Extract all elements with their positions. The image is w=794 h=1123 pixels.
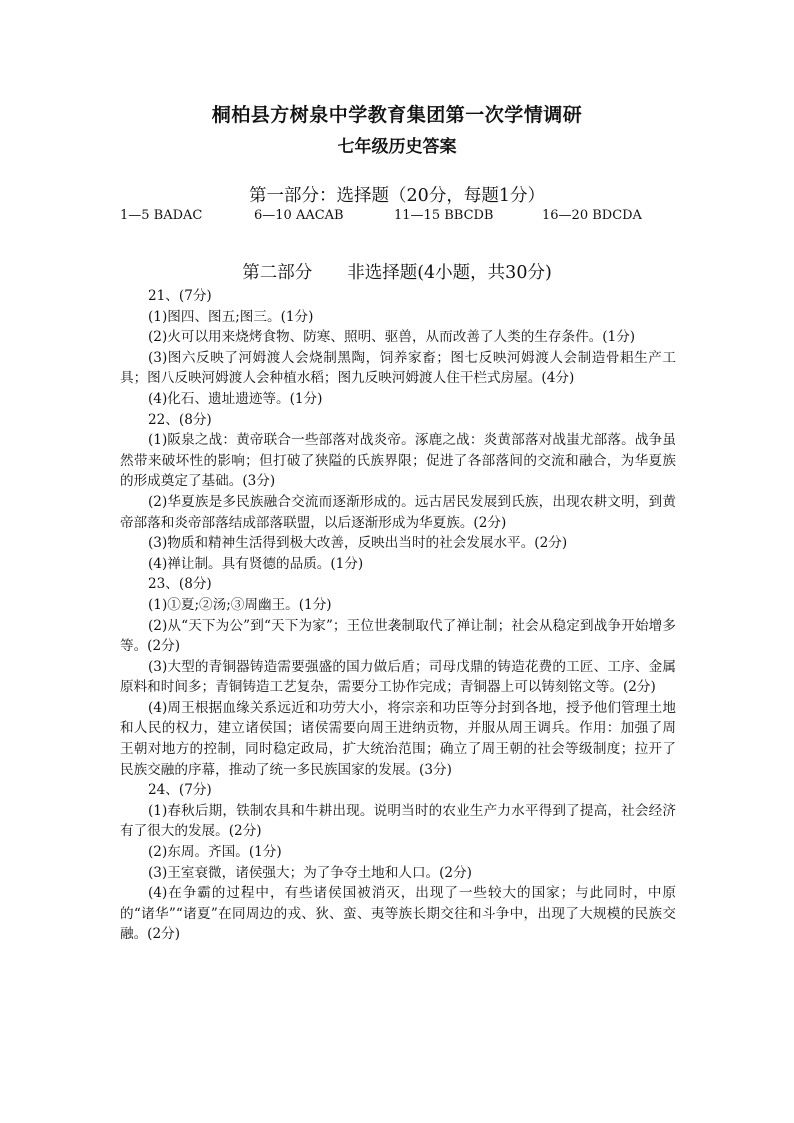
answer-23-1: (1)①夏;②汤;③周幽王。(1分) — [148, 596, 332, 613]
part1-heading: 第一部分：选择题（20分，每题1分） — [249, 186, 545, 206]
question-22-header: 22、(8分) — [148, 411, 212, 428]
answer-24-1: (1)春秋后期，铁制农具和牛耕出现。说明当时的农业生产力水平得到了提高，社会经济有了很大的发展。(2分) — [120, 802, 676, 840]
answer-22-2: (2)华夏族是多民族融合交流而逐渐形成的。远古居民发展到氏族，出现农耕文明，到黄帝部落和炎帝部落结成部落联盟，以后逐渐形成为华夏族。(2分) — [120, 493, 676, 531]
answer-24-3: (3)王室衰微，诸侯强大；为了争夺土地和人口。(2分) — [148, 864, 472, 881]
page-subtitle: 七年级历史答案 — [337, 137, 457, 157]
answer-22-1: (1)阪泉之战：黄帝联合一些部落对战炎帝。涿鹿之战：炎黄部落对战蚩尤部落。战争虽然带来破坏性的影响；但打破了狭隘的氏族界限；促进了各部落间的交流和融合，为华夏族的形成奠定了基础。(3分) — [120, 432, 676, 490]
answer-23-2: (2)从“天下为公”到“天下为家”；王位世袭制取代了禅让制；社会从稳定到战争开始增多等。(2分) — [120, 617, 676, 655]
answer-21-1: (1)图四、图五;图三。(1分) — [148, 308, 314, 325]
answer-group-3: 11—15 BBCDB — [394, 208, 494, 223]
page-title: 桐柏县方树泉中学教育集团第一次学情调研 — [211, 104, 583, 126]
answer-23-4: (4)周王根据血缘关系远近和功劳大小，将宗亲和功臣等分封到各地，授予他们管理土地和人民的权力，建立诸侯国；诸侯需要向周王进纳贡物，并服从周王调兵。作用：加强了周王朝对地方的控制，同时稳定政局，扩大统治范围；确立了周王朝的社会等级制度；拉开了民族交融的序幕，推动了统一多民族国家的发展。(3分) — [120, 699, 676, 778]
answer-group-2: 6—10 AACAB — [254, 208, 344, 223]
question-24-header: 24、(7分) — [148, 782, 212, 799]
answer-group-4: 16—20 BDCDA — [542, 208, 642, 223]
answer-23-3: (3)大型的青铜器铸造需要强盛的国力做后盾；司母戊鼎的铸造花费的工匠、工序、金属原料和时间多；青铜铸造工艺复杂，需要分工协作完成；青铜器上可以铸刻铭文等。(2分) — [120, 658, 676, 696]
answer-21-2: (2)火可以用来烧烤食物、防寒、照明、驱兽，从而改善了人类的生存条件。(1分) — [148, 329, 636, 346]
part2-answers — [120, 286, 676, 945]
answer-24-2: (2)东周。齐国。(1分) — [148, 844, 282, 861]
question-21-header: 21、(7分) — [148, 288, 212, 304]
answer-group-1: 1—5 BADAC — [120, 208, 203, 223]
answer-21-4: (4)化石、遗址遗迹等。(1分) — [148, 390, 323, 407]
question-23-header: 23、(8分) — [148, 576, 212, 593]
answer-21-3: (3)图六反映了河姆渡人会烧制黑陶，饲养家畜；图七反映河姆渡人会制造骨耜生产工具；图八反映河姆渡人会种植水稻；图九反映河姆渡人住干栏式房屋。(4分) — [120, 349, 676, 387]
choice-answers — [120, 208, 680, 223]
answer-22-3: (3)物质和精神生活得到极大改善，反映出当时的社会发展水平。(2分) — [148, 535, 568, 552]
part2-heading: 第二部分 非选择题(4小题，共30分) — [242, 263, 552, 283]
answer-24-4: (4)在争霸的过程中，有些诸侯国被消灭，出现了一些较大的国家；与此同时，中原的“诸华”“诸夏”在同周边的戎、狄、蛮、夷等族长期交往和斗争中，出现了大规模的民族交融。(2分) — [120, 885, 676, 943]
answer-22-4: (4)禅让制。具有贤德的品质。(1分) — [148, 555, 364, 572]
